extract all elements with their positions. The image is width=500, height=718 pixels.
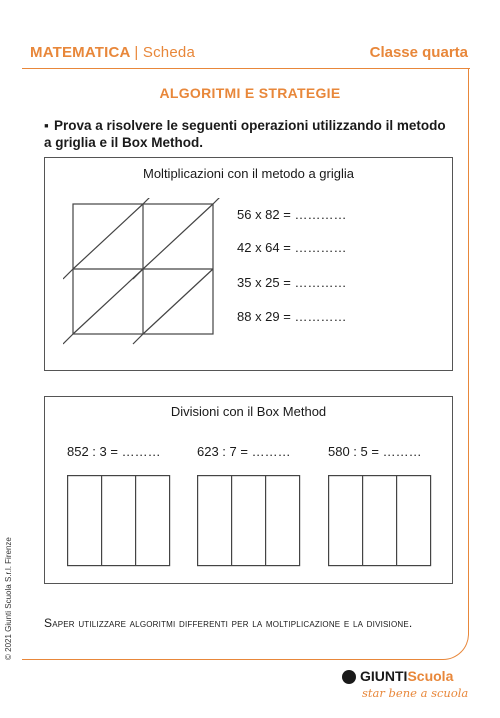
class-label: Classe quarta bbox=[369, 44, 468, 61]
lattice-diagonal bbox=[73, 204, 143, 269]
division-item[interactable]: 623 : 7 = ……… bbox=[197, 444, 291, 459]
lattice-diagonal bbox=[143, 269, 213, 334]
header-separator: | bbox=[134, 44, 139, 61]
division-box-grid[interactable] bbox=[328, 475, 432, 567]
publisher-logo bbox=[360, 668, 453, 684]
instruction-text: Prova a risolvere le seguenti operazioni utilizzando il metodo a griglia e il Box Method. bbox=[44, 118, 446, 150]
division-box-grid[interactable] bbox=[67, 475, 171, 567]
giunti-logo-icon bbox=[342, 670, 356, 684]
lattice-diagonal-ext bbox=[63, 269, 73, 279]
division-box bbox=[44, 396, 453, 584]
lattice-diagonal-ext bbox=[133, 269, 143, 279]
multiplication-title: Moltiplicazioni con il metodo a griglia bbox=[143, 166, 354, 181]
lattice-diagonal-ext bbox=[133, 334, 143, 344]
lattice-diagonal bbox=[73, 269, 143, 334]
lattice-diagonal-ext bbox=[63, 334, 73, 344]
division-item[interactable]: 852 : 3 = ……… bbox=[67, 444, 161, 459]
multiplication-item[interactable]: 42 x 64 = ………… bbox=[237, 240, 347, 255]
multiplication-item[interactable]: 88 x 29 = ………… bbox=[237, 309, 347, 324]
instruction bbox=[44, 117, 454, 151]
multiplication-item[interactable]: 56 x 82 = ………… bbox=[237, 207, 347, 222]
division-title: Divisioni con il Box Method bbox=[170, 404, 327, 419]
multiplication-item[interactable]: 35 x 25 = ………… bbox=[237, 275, 347, 290]
subject-name: MATEMATICA bbox=[30, 44, 131, 61]
logo-brand-accent: Scuola bbox=[407, 668, 454, 684]
copyright-notice: © 2021 Giunti Scuola S.r.l. Firenze bbox=[4, 537, 13, 660]
division-item[interactable]: 580 : 5 = ……… bbox=[328, 444, 422, 459]
division-box-grid[interactable] bbox=[197, 475, 301, 567]
learning-goal: Saper utilizzare algoritmi differenti per la moltiplicazione e la divisione. bbox=[44, 616, 413, 630]
lattice-diagonal bbox=[143, 204, 213, 269]
sheet-type: Scheda bbox=[142, 44, 195, 61]
subject-label bbox=[30, 44, 195, 61]
page-title: ALGORITMI E STRATEGIE bbox=[159, 85, 341, 101]
logo-brand: GIUNTI bbox=[360, 668, 408, 684]
lattice-grid[interactable] bbox=[63, 198, 223, 358]
bullet-icon: ▪ bbox=[44, 118, 49, 133]
lattice-diagonal-ext bbox=[143, 198, 153, 204]
logo-tagline: star bene a scuola bbox=[362, 686, 469, 700]
multiplication-box bbox=[44, 157, 453, 371]
lattice-diagonal-ext bbox=[213, 198, 223, 204]
